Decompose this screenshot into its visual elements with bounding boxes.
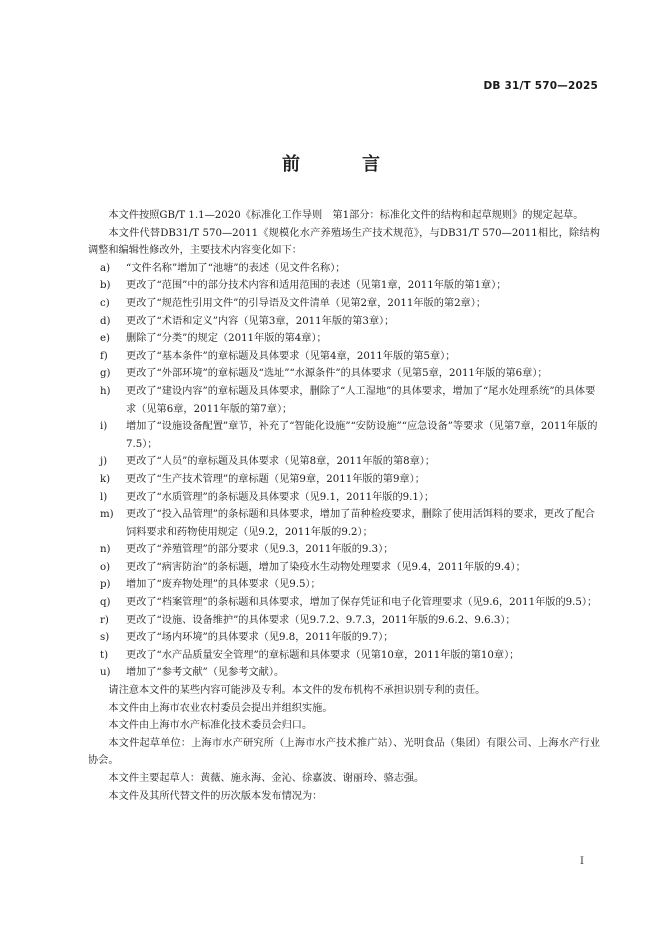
page-title: 前 言 xyxy=(282,154,402,175)
patent-notice: 请注意本文件的某些内容可能涉及专利。本文件的发布机构不承担识别专利的责任。 xyxy=(108,685,486,697)
list-item xyxy=(88,594,600,612)
list-item xyxy=(88,418,600,453)
list-item-label: g) xyxy=(100,368,111,380)
version-history-intro: 本文件及其所代替文件的历次版本发布情况为： xyxy=(108,790,323,802)
list-item-text: 更改了“基本条件”的章标题及具体要求（见第4章，2011年版的第5章）； xyxy=(126,350,456,362)
list-item-label: l) xyxy=(100,491,108,503)
list-item xyxy=(88,576,600,594)
list-item-text: 增加了“废弃物处理”的具体要求（见9.5）； xyxy=(126,579,321,591)
list-item-text: 增加了“设施设备配置”章节，补充了“智能化设施”“安防设施”“应急设备”等要求（见第7章，2011年版的7.5）； xyxy=(126,421,598,450)
list-item xyxy=(88,559,600,577)
list-item-text: 更改了“规范性引用文件”的引导语及文件清单（见第2章，2011年版的第2章）； xyxy=(126,297,487,309)
list-item-text: 删除了“分类”的规定（2011年版的第4章）； xyxy=(126,333,327,345)
changes-list xyxy=(88,260,600,682)
list-item-text: 更改了“养殖管理”的部分要求（见9.3，2011年版的9.3）； xyxy=(126,544,394,556)
list-item-label: t) xyxy=(100,649,109,661)
list-item-text: 更改了“生产技术管理”的章标题（见第9章，2011年版的第9章）； xyxy=(126,473,425,485)
list-item-text: 更改了“场内环境”的具体要求（见9.8，2011年版的9.7）； xyxy=(126,632,394,644)
list-item-label: q) xyxy=(100,597,111,609)
list-item-text: 更改了“建设内容”的章标题及具体要求，删除了“人工湿地”的具体要求，增加了“尾水处理系统”的具体要求（见第6章，2011年版的第7章）； xyxy=(126,385,596,415)
list-item-label: n) xyxy=(100,544,111,556)
list-item-text: 更改了“范围”中的部分技术内容和适用范围的表述（见第1章，2011年版的第1章）； xyxy=(126,280,507,292)
list-item-text: 更改了“档案管理”的条标题和具体要求，增加了保存凭证和电子化管理要求（见9.6，2011年版的9.5）； xyxy=(126,597,598,609)
list-item-text: 更改了“外部环境”的章标题及“选址”“水源条件”的具体要求（见第5章，2011年版的第6章）； xyxy=(126,368,548,380)
list-item xyxy=(88,489,600,507)
list-item xyxy=(88,612,600,630)
list-item xyxy=(88,330,600,348)
list-item-label: d) xyxy=(100,315,111,327)
list-item-label: j) xyxy=(100,456,108,468)
list-item-label: h) xyxy=(100,385,111,397)
list-item-label: b) xyxy=(100,280,111,292)
list-item xyxy=(88,541,600,559)
list-item xyxy=(88,348,600,366)
page-number: I xyxy=(580,856,584,867)
list-item-text: 更改了“水质管理”的条标题及具体要求（见9.1，2011年版的9.1）； xyxy=(126,491,435,503)
list-item-label: a) xyxy=(100,262,111,274)
list-item-label: s) xyxy=(100,632,110,644)
list-item xyxy=(88,629,600,647)
list-item-label: u) xyxy=(100,667,111,679)
list-item xyxy=(88,647,600,665)
list-item xyxy=(88,664,600,682)
list-item xyxy=(88,383,600,418)
proposer-statement: 本文件由上海市农业农村委员会提出并组织实施。 xyxy=(108,702,333,714)
list-item-label: r) xyxy=(100,614,109,626)
list-item-label: f) xyxy=(100,350,108,362)
intro-paragraph: 本文件代替DB31/T 570—2011《规模化水产养殖场生产技术规范》，与DB31/T 570—2011相比，除结构调整和编辑性修改外，主要技术内容变化如下： xyxy=(88,227,600,257)
list-item-text: 更改了“病害防治”的条标题，增加了染疫水生动物处理要求（见9.4，2011年版的9.4）； xyxy=(126,561,526,573)
list-item-text: 更改了“水产品质量安全管理”的章标题和具体要求（见第10章，2011年版的第10章）； xyxy=(126,649,520,661)
list-item xyxy=(88,313,600,331)
list-item-label: m) xyxy=(100,509,114,521)
list-item-label: p) xyxy=(100,579,111,591)
list-item-text: 增加了“参考文献”（见参考文献）。 xyxy=(126,667,285,679)
list-item xyxy=(88,453,600,471)
list-item xyxy=(88,506,600,541)
list-item-label: k) xyxy=(100,473,111,485)
list-item-label: i) xyxy=(100,421,108,433)
list-item xyxy=(88,260,600,278)
list-item-text: 更改了“人员”的章标题及具体要求（见第8章，2011年版的第8章）； xyxy=(126,456,436,468)
drafters: 本文件主要起草人：黄薇、施永海、金沁、徐嘉波、谢丽玲、骆志强。 xyxy=(108,773,425,784)
list-item-label: c) xyxy=(100,297,110,309)
list-item xyxy=(88,471,600,489)
list-item-text: “文件名称”增加了“池塘”的表述（见文件名称）； xyxy=(126,262,346,274)
list-item xyxy=(88,365,600,383)
intro-paragraph: 本文件按照GB/T 1.1—2020《标准化工作导则 第1部分：标准化文件的结构和起草规则》的规定起草。 xyxy=(108,210,584,221)
document-body xyxy=(88,207,600,805)
list-item-text: 更改了“术语和定义”内容（见第3章，2011年版的第3章）； xyxy=(126,315,395,327)
list-item xyxy=(88,295,600,313)
drafting-units: 本文件起草单位：上海市水产研究所（上海市水产技术推广站）、光明食品（集团）有限公司、上海水产行业协会。 xyxy=(88,737,600,767)
list-item-label: e) xyxy=(100,333,111,345)
list-item xyxy=(88,277,600,295)
document-code: DB 31/T 570—2025 xyxy=(483,80,598,92)
list-item-label: o) xyxy=(100,561,111,573)
committee-statement: 本文件由上海市水产标准化技术委员会归口。 xyxy=(108,720,313,732)
list-item-text: 更改了“设施、设备维护”的具体要求（见9.7.2、9.7.3，2011年版的9.6.2、9.6.3）； xyxy=(126,614,516,626)
list-item-text: 更改了“投入品管理”的条标题和具体要求，增加了苗种检疫要求，删除了使用活饵料的要求，更改了配合饲料要求和药物使用规定（见9.2，2011年版的9.2）； xyxy=(126,509,595,538)
